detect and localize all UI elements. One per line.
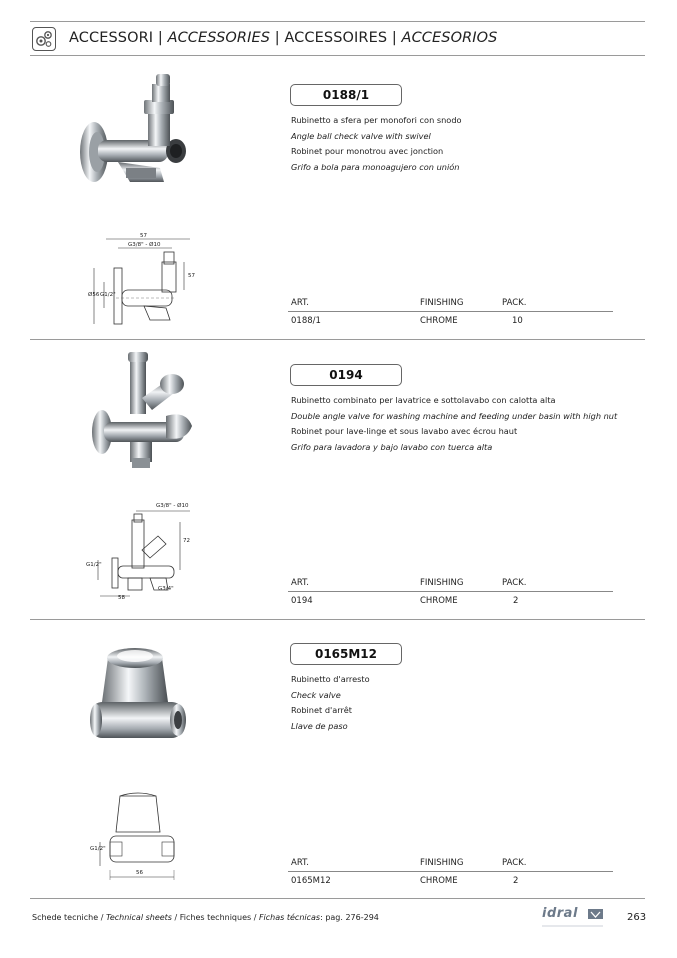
logo-text: idral bbox=[542, 906, 578, 921]
section-divider bbox=[30, 339, 645, 340]
dim-label: G1/2" bbox=[100, 292, 116, 298]
desc-fr: Robinet pour lave-linge et sous lavabo avec écrou haut bbox=[291, 426, 518, 436]
cell-pack: 2 bbox=[513, 876, 519, 886]
dim-label: 56 bbox=[136, 870, 143, 876]
cell-art: 0194 bbox=[291, 596, 313, 606]
footer-rule bbox=[30, 898, 645, 899]
dim-label: 57 bbox=[140, 233, 147, 239]
section-divider bbox=[30, 619, 645, 620]
desc-it: Rubinetto combinato per lavatrice e sottolavabo con calotta alta bbox=[291, 395, 556, 405]
desc-es: Llave de paso bbox=[291, 720, 348, 731]
technical-drawing-0194 bbox=[84, 500, 204, 605]
dim-label: 57 bbox=[188, 273, 195, 279]
desc-es: Grifo a bola para monoagujero con unión bbox=[291, 161, 460, 172]
product-photo-0188-1 bbox=[68, 70, 198, 195]
dim-label: 72 bbox=[183, 538, 190, 544]
technical-drawing-0188-1 bbox=[86, 232, 206, 332]
col-header-finishing: FINISHING bbox=[420, 858, 464, 868]
dim-label: 58 bbox=[118, 595, 125, 601]
desc-fr: Robinet pour monotrou avec jonction bbox=[291, 146, 444, 156]
footer-en: Technical sheets bbox=[105, 913, 172, 922]
footer-references bbox=[32, 913, 379, 922]
technical-drawing-0165m12 bbox=[88, 786, 198, 886]
cell-finishing: CHROME bbox=[420, 596, 458, 606]
brand-logo bbox=[540, 906, 605, 930]
cell-finishing: CHROME bbox=[420, 876, 458, 886]
dim-label: G1/2" bbox=[86, 562, 102, 568]
desc-it: Rubinetto a sfera per monofori con snodo bbox=[291, 115, 462, 125]
col-header-finishing: FINISHING bbox=[420, 578, 464, 588]
dim-label: G1/2" bbox=[90, 846, 106, 852]
desc-en: Check valve bbox=[291, 689, 341, 700]
product-description bbox=[291, 113, 462, 175]
col-header-art: ART. bbox=[291, 298, 309, 308]
product-description bbox=[291, 672, 370, 734]
gears-icon bbox=[32, 27, 56, 51]
dim-label: Ø56 bbox=[88, 292, 100, 298]
product-code-badge: 0188/1 bbox=[290, 84, 402, 106]
product-photo-0194 bbox=[86, 350, 201, 475]
col-header-pack: PACK. bbox=[502, 578, 527, 588]
col-header-art: ART. bbox=[291, 578, 309, 588]
dim-label: G3/8" - Ø10 bbox=[128, 242, 161, 248]
desc-it: Rubinetto d'arresto bbox=[291, 674, 370, 684]
col-header-pack: PACK. bbox=[502, 858, 527, 868]
desc-fr: Robinet d'arrêt bbox=[291, 705, 352, 715]
desc-en: Angle ball check valve with swivel bbox=[291, 130, 431, 141]
header-bottom-rule bbox=[30, 55, 645, 56]
product-code-badge: 0165M12 bbox=[290, 643, 402, 665]
dim-label: G3/4" bbox=[158, 586, 174, 592]
col-header-art: ART. bbox=[291, 858, 309, 868]
cell-art: 0188/1 bbox=[291, 316, 321, 326]
footer-es: Fichas técnicas bbox=[258, 913, 321, 922]
product-description bbox=[291, 393, 617, 455]
title-es: ACCESORIOS bbox=[401, 30, 498, 46]
cell-pack: 2 bbox=[513, 596, 519, 606]
header-top-rule bbox=[30, 21, 645, 22]
title-it: ACCESSORI bbox=[69, 30, 154, 46]
footer-it: Schede tecniche / bbox=[32, 913, 106, 922]
desc-en: Double angle valve for washing machine and feeding under basin with high nut bbox=[291, 410, 618, 421]
cell-finishing: CHROME bbox=[420, 316, 458, 326]
table-rule bbox=[288, 591, 613, 592]
cell-pack: 10 bbox=[512, 316, 523, 326]
title-en: ACCESSORIES bbox=[167, 30, 271, 46]
footer-fr: / Fiches techniques / bbox=[171, 913, 259, 922]
table-rule bbox=[288, 871, 613, 872]
product-photo-0165m12 bbox=[86, 640, 196, 750]
table-rule bbox=[288, 311, 613, 312]
product-code-badge: 0194 bbox=[290, 364, 402, 386]
desc-es: Grifo para lavadora y bajo lavabo con tuerca alta bbox=[291, 441, 493, 452]
title-fr: ACCESSOIRES bbox=[284, 30, 388, 46]
dim-label: G3/8" - Ø10 bbox=[156, 503, 189, 509]
cell-art: 0165M12 bbox=[291, 876, 331, 886]
page-number: 263 bbox=[627, 912, 647, 923]
col-header-pack: PACK. bbox=[502, 298, 527, 308]
col-header-finishing: FINISHING bbox=[420, 298, 464, 308]
footer-pages: : pag. 276-294 bbox=[320, 913, 379, 922]
page-title: ACCESSORI | ACCESSORIES | ACCESSOIRES | ACCESORIOS bbox=[69, 30, 498, 46]
